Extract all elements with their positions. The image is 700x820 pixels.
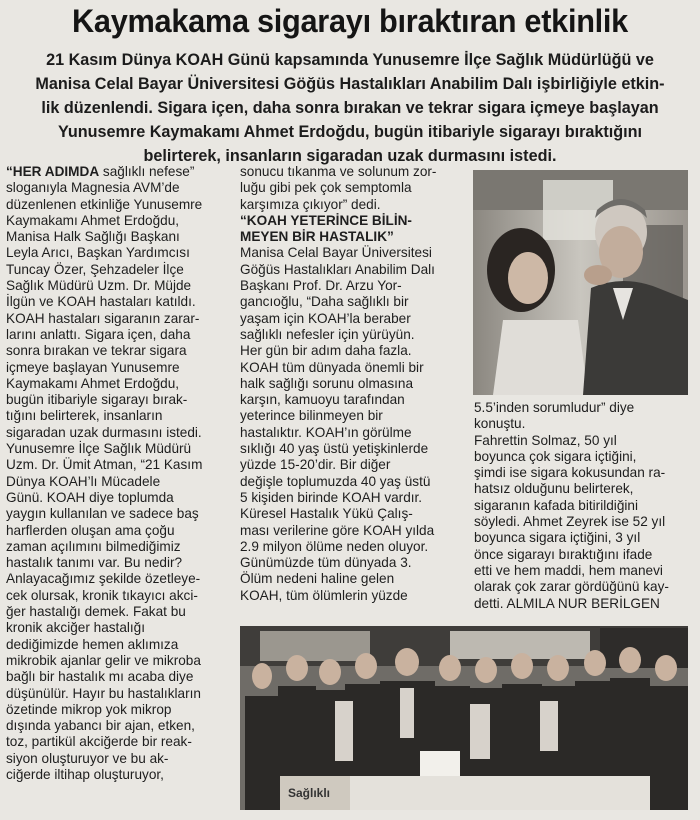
body-line: özetinde mikrop yok mikrop <box>6 701 172 717</box>
body-line: ması verilerine göre KOAH yılda <box>240 522 435 538</box>
body-line: sıklığı 40 yaş üstü yetişkinlerde <box>240 441 429 457</box>
body-line: Günümüzde tüm dünyada 3. <box>240 555 412 571</box>
body-line: sigaradan uzak durmasını istedi. <box>6 424 202 440</box>
body-line: yeterince bilinmeyen bir <box>240 408 383 424</box>
body-line: dediğimizde hemen aklımıza <box>6 636 179 652</box>
body-line: harflerden oluşan ama çoğu <box>6 522 175 538</box>
body-line: luğu gibi pek çok semptomla <box>240 180 412 196</box>
deck-line: lik düzenlendi. Sigara içen, daha sonra bırakan ve tekrar sigara içmeye başlayan <box>41 99 659 117</box>
body-line: zaman açılımını bilmediğimiz <box>6 538 181 554</box>
body-line: Kaymakamı Ahmet Erdoğdu, <box>6 212 180 228</box>
body-line: hastalıktır. KOAH’ın görülme <box>240 424 412 440</box>
body-line: Göğüs Hastalıkları Anabilim Dalı <box>240 261 435 277</box>
body-line: Yunusemre İlçe Sağlık Müdürü <box>6 441 192 457</box>
body-line: Manisa Celal Bayar Üniversitesi <box>240 245 432 261</box>
photo-group-event <box>240 626 688 810</box>
headline: Kaymakama sigarayı bıraktıran etkinlik <box>72 3 628 39</box>
body-line: 5.5’inden sorumludur” diye <box>474 400 635 415</box>
body-line: KOAH hastaları sigaranın zarar- <box>6 310 200 326</box>
body-line: içmeye başlayan Yunusemre <box>6 359 180 375</box>
body-line: mikrobik ajanlar gelir ve mikroba <box>6 652 201 668</box>
body-line: detti. <box>474 595 504 611</box>
body-line: Günü. KOAH diye toplumda <box>6 489 174 505</box>
body-line: hatsız olduğunu belirterek, <box>474 481 634 497</box>
photo-governor-cigarette <box>473 170 688 395</box>
subhead-line: “KOAH YETERİNCE BİLİN- <box>240 212 412 228</box>
body-line: sigaranın kafada bitirildiğini <box>474 497 638 513</box>
body-line: KOAH, tüm ölümlerin yüzde <box>240 587 408 603</box>
body-line: halk sağlığı sorunu olmasına <box>240 375 414 391</box>
body-line: gancıoğlu, “Daha sağlıklı bir <box>240 294 409 310</box>
lead-line <box>6 164 232 180</box>
body-line: boyunca çok sigara içtiğini, <box>474 448 637 464</box>
lead-rest: sağlıklı nefese” <box>99 164 195 179</box>
deck-line: Yunusemre Kaymakamı Ahmet Erdoğdu, bugün itibariyle sigarayı bıraktığını <box>57 123 643 141</box>
body-line: Sağlık Müdürü Uzm. Dr. Müjde <box>6 278 192 294</box>
body-line: sağlıklı nefesler için yürüyün. <box>240 326 415 342</box>
body-line: tığını belirterek, insanların <box>6 408 163 424</box>
body-line: düzenlenen etkinliğe Yunusemre <box>6 196 203 212</box>
body-line: Ölüm nedeni haline gelen <box>240 571 395 587</box>
body-line: Uzm. Dr. Ümit Atman, “21 Kasım <box>6 457 203 473</box>
sign-text: Sağlıklı <box>288 786 331 800</box>
body-line: konuştu. <box>474 416 526 432</box>
body-line: Anlayacağımız şekilde özetleye- <box>6 571 201 587</box>
body-line: 5 kişiden birinde KOAH vardır. <box>240 489 423 505</box>
body-line: düşünülür. Hayır bu hastalıkların <box>6 685 201 701</box>
body-column-2 <box>240 164 468 604</box>
body-line: Her gün bir adım daha fazla. <box>240 343 412 359</box>
body-line: karşımıza çıkıyor” dedi. <box>240 196 381 212</box>
body-line: ğer hastalığı demek. Fakat bu <box>6 604 186 620</box>
body-line: boyunca sigara içtiğini, 3 yıl <box>474 530 641 546</box>
body-line: siyon oluşturuyor ve bu ak- <box>6 750 169 766</box>
body-line: Leyla Arıcı, Başkan Yardımcısı <box>6 245 190 261</box>
body-line-with-byline <box>474 596 696 612</box>
body-line: 2.9 milyon ölüme neden oluyor. <box>240 538 429 554</box>
subhead-line: MEYEN BİR HASTALIK” <box>240 229 394 245</box>
deck-line: belirterek, insanların sigaradan uzak durmasını istedi. <box>143 147 557 165</box>
deck-line: Manisa Celal Bayar Üniversitesi Göğüs Hastalıkları Anabilim Dalı işbirliğiyle etkin- <box>35 75 665 93</box>
body-line: söyledi. Ahmet Zeyrek ise 52 yıl <box>474 514 666 530</box>
body-column-3 <box>474 400 696 612</box>
byline: ALMILA NUR BERİLGEN <box>506 595 660 611</box>
article-deck <box>18 48 682 168</box>
body-line: sloganıyla Magnesia AVM’de <box>6 180 180 196</box>
body-line: yüzde 15-20’dir. Bir diğer <box>240 457 391 473</box>
body-line: sonra bırakan ve tekrar sigara <box>6 343 187 359</box>
body-line: önce sigarayı bıraktığını ifade <box>474 546 653 562</box>
body-line: dışında yabancı bir ajan, etken, <box>6 718 195 734</box>
body-line: larını anlattı. Sigara içen, daha <box>6 326 191 342</box>
body-line: değişle toplumuzda 40 yaş üstü <box>240 473 431 489</box>
body-line: Tuncay Özer, Şehzadeler İlçe <box>6 261 184 277</box>
deck-line: 21 Kasım Dünya KOAH Günü kapsamında Yunusemre İlçe Sağlık Müdürlüğü ve <box>46 51 654 69</box>
body-line: cek olursak, kronik tıkayıcı akci- <box>6 587 198 603</box>
body-line: şimdi ise sigara kokusundan ra- <box>474 465 666 481</box>
body-line: bugün itibariyle sigarayı bırak- <box>6 392 188 408</box>
body-line: KOAH tüm dünyada önemli bir <box>240 359 424 375</box>
lead-bold: “HER ADIMDA <box>6 164 100 179</box>
body-line: olarak çok zarar gördüğünü kay- <box>474 579 669 595</box>
body-line: etti ve hem maddi, hem manevi <box>474 562 663 578</box>
body-line: Fahrettin Solmaz, 50 yıl <box>474 432 617 448</box>
body-line: İlgün ve KOAH hastaları katıldı. <box>6 294 196 310</box>
body-line: Küresel Hastalık Yükü Çalış- <box>240 506 413 522</box>
body-line: yaygın kullanılan ve sadece baş <box>6 506 199 522</box>
body-line: Manisa Halk Sağlığı Başkanı <box>6 229 180 245</box>
body-line: yaşam için KOAH’la beraber <box>240 310 411 326</box>
body-line: ciğerde iltihap oluşturuyor, <box>6 766 164 782</box>
body-line: Kaymakamı Ahmet Erdoğdu, <box>6 375 180 391</box>
body-line: hastalık tanımı var. Bu nedir? <box>6 555 183 571</box>
body-line: sonucu tıkanma ve solunum zor- <box>240 164 437 179</box>
body-line: bağlı bir hastalık mı acaba diye <box>6 669 194 685</box>
body-line: toz, partikül akciğerde bir reak- <box>6 734 192 750</box>
body-column-1 <box>6 164 232 783</box>
body-line: karşın, kamuoyu tarafından <box>240 392 405 408</box>
body-line: Dünya KOAH’lı Mücadele <box>6 473 161 489</box>
body-line: kronik akciğer hastalığı <box>6 620 146 636</box>
body-line: Başkanı Prof. Dr. Arzu Yor- <box>240 278 402 294</box>
